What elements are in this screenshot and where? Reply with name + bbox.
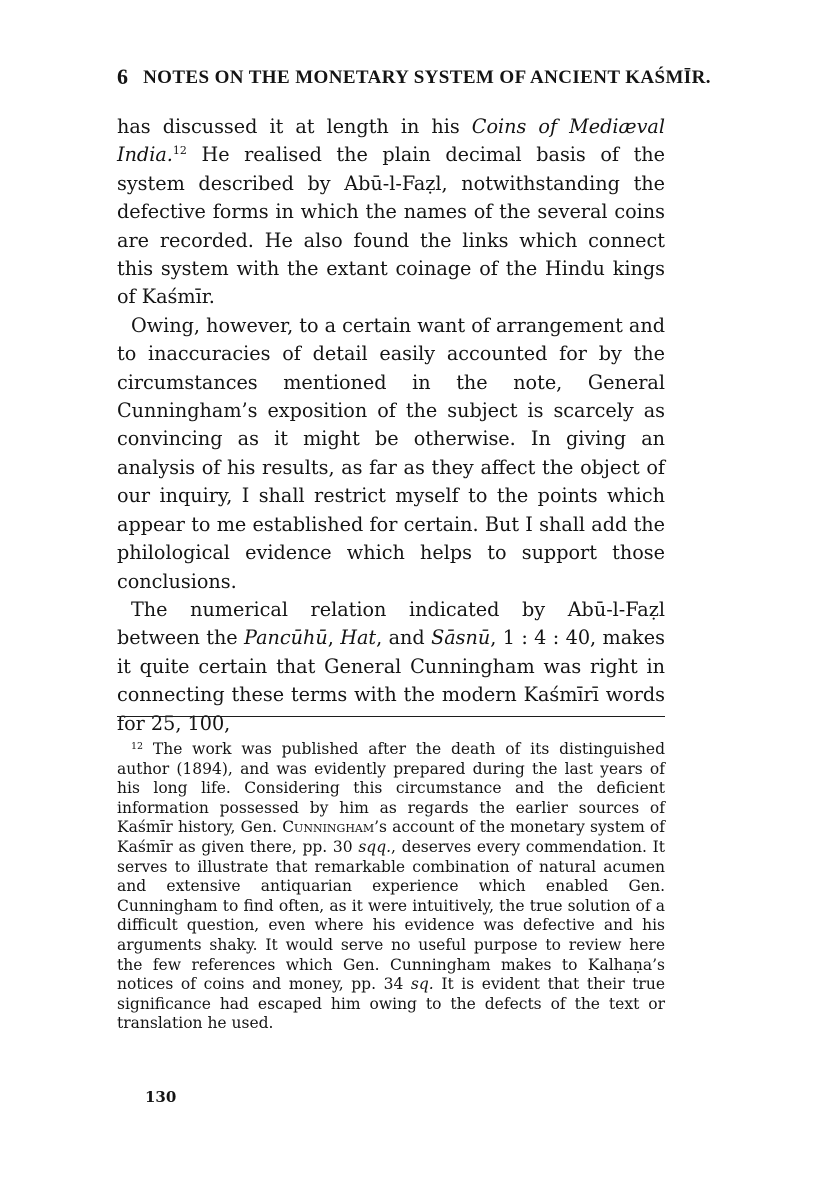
separator: , and: [376, 626, 432, 650]
footnote-reference[interactable]: 12: [172, 144, 187, 158]
term-hat: Hat: [340, 626, 377, 650]
paragraph-2: Owing, however, to a certain want of arrangement and to inaccuracies of detail easily accounted for by the circumstances mentioned in the note, General Cunningham’s exposition of the subject is scarcely as convincing as it might be otherwise. In giving an analysis of his results, as far as they affect the object of our inquiry, I shall restrict myself to the points which appear to me established for certain. But I shall add the philological evidence which helps to support those conclusions.: [117, 313, 665, 593]
book-title: Coins of Mediæval India.: [117, 115, 665, 167]
paragraph-3-text-b: , 1 : 4 : 40, makes it quite certain that General Cunningham was right in connecting these terms with the modern Kaśmīrī words for 25, 100,: [117, 626, 665, 735]
footnote-12: [117, 740, 665, 1034]
abbrev-sq: sq.: [410, 975, 434, 994]
running-title: NOTES ON THE MONETARY SYSTEM OF ANCIENT KAŚMĪR.: [143, 67, 711, 88]
footnote-text-a: The work was published after the death of its distinguished author (1894), and was evidently prepared during the last years of his long life. Considering this circumstance and the deficient information possessed by him as regards the earlier sources of Kaśmīr history, Gen.: [117, 740, 665, 837]
main-text: [117, 113, 665, 738]
paragraph-1: [117, 113, 665, 312]
paragraph-3-text-a: The numerical relation indicated by Abū-l-Faẓl between the: [117, 597, 665, 650]
term-sasnu: Sāsnū: [431, 626, 491, 650]
separator: ,: [327, 626, 341, 650]
footnote-text-b: ’s account of the monetary system of Kaśmīr as given there, pp. 30: [117, 818, 666, 856]
footnote-text-c: , deserves every commendation. It serves to illustrate that remarkable combination of natural acumen and extensive antiquarian experience which enabled Gen. Cunningham to find often, as it were intuitively, the true solution of a difficult question, even where his evidence was defective and his arguments shaky. It would serve no useful purpose to review here the few references which Gen. Cunningham makes to Kalhaṇa’s notices of coins and money, pp. 34: [117, 837, 665, 994]
abbrev-sqq: sqq.: [358, 837, 392, 856]
page-number: 6: [117, 64, 129, 89]
folio-number: 130: [145, 1088, 177, 1106]
paragraph-1-text-b: He realised the plain decimal basis of the system described by Abū-l-Faẓl, notwithstanding the defective forms in which the names of the several coins are recorded. He also found the links which connect this system with the extant coinage of the Hindu kings of Kaśmīr.: [117, 143, 665, 309]
author-name: Cunningham: [282, 818, 375, 837]
footnote-text-d: It is evident that their true significance had escaped him owing to the defects of the text or translation he used.: [117, 975, 665, 1033]
paragraph-1-text-a: has discussed it at length in his: [117, 115, 472, 138]
term-pancuhu: Pancūhū: [244, 626, 328, 650]
footnote-block: [117, 740, 665, 1034]
footnote-rule: [117, 716, 665, 717]
running-header: [117, 64, 711, 90]
footnote-number: 12: [131, 741, 144, 752]
